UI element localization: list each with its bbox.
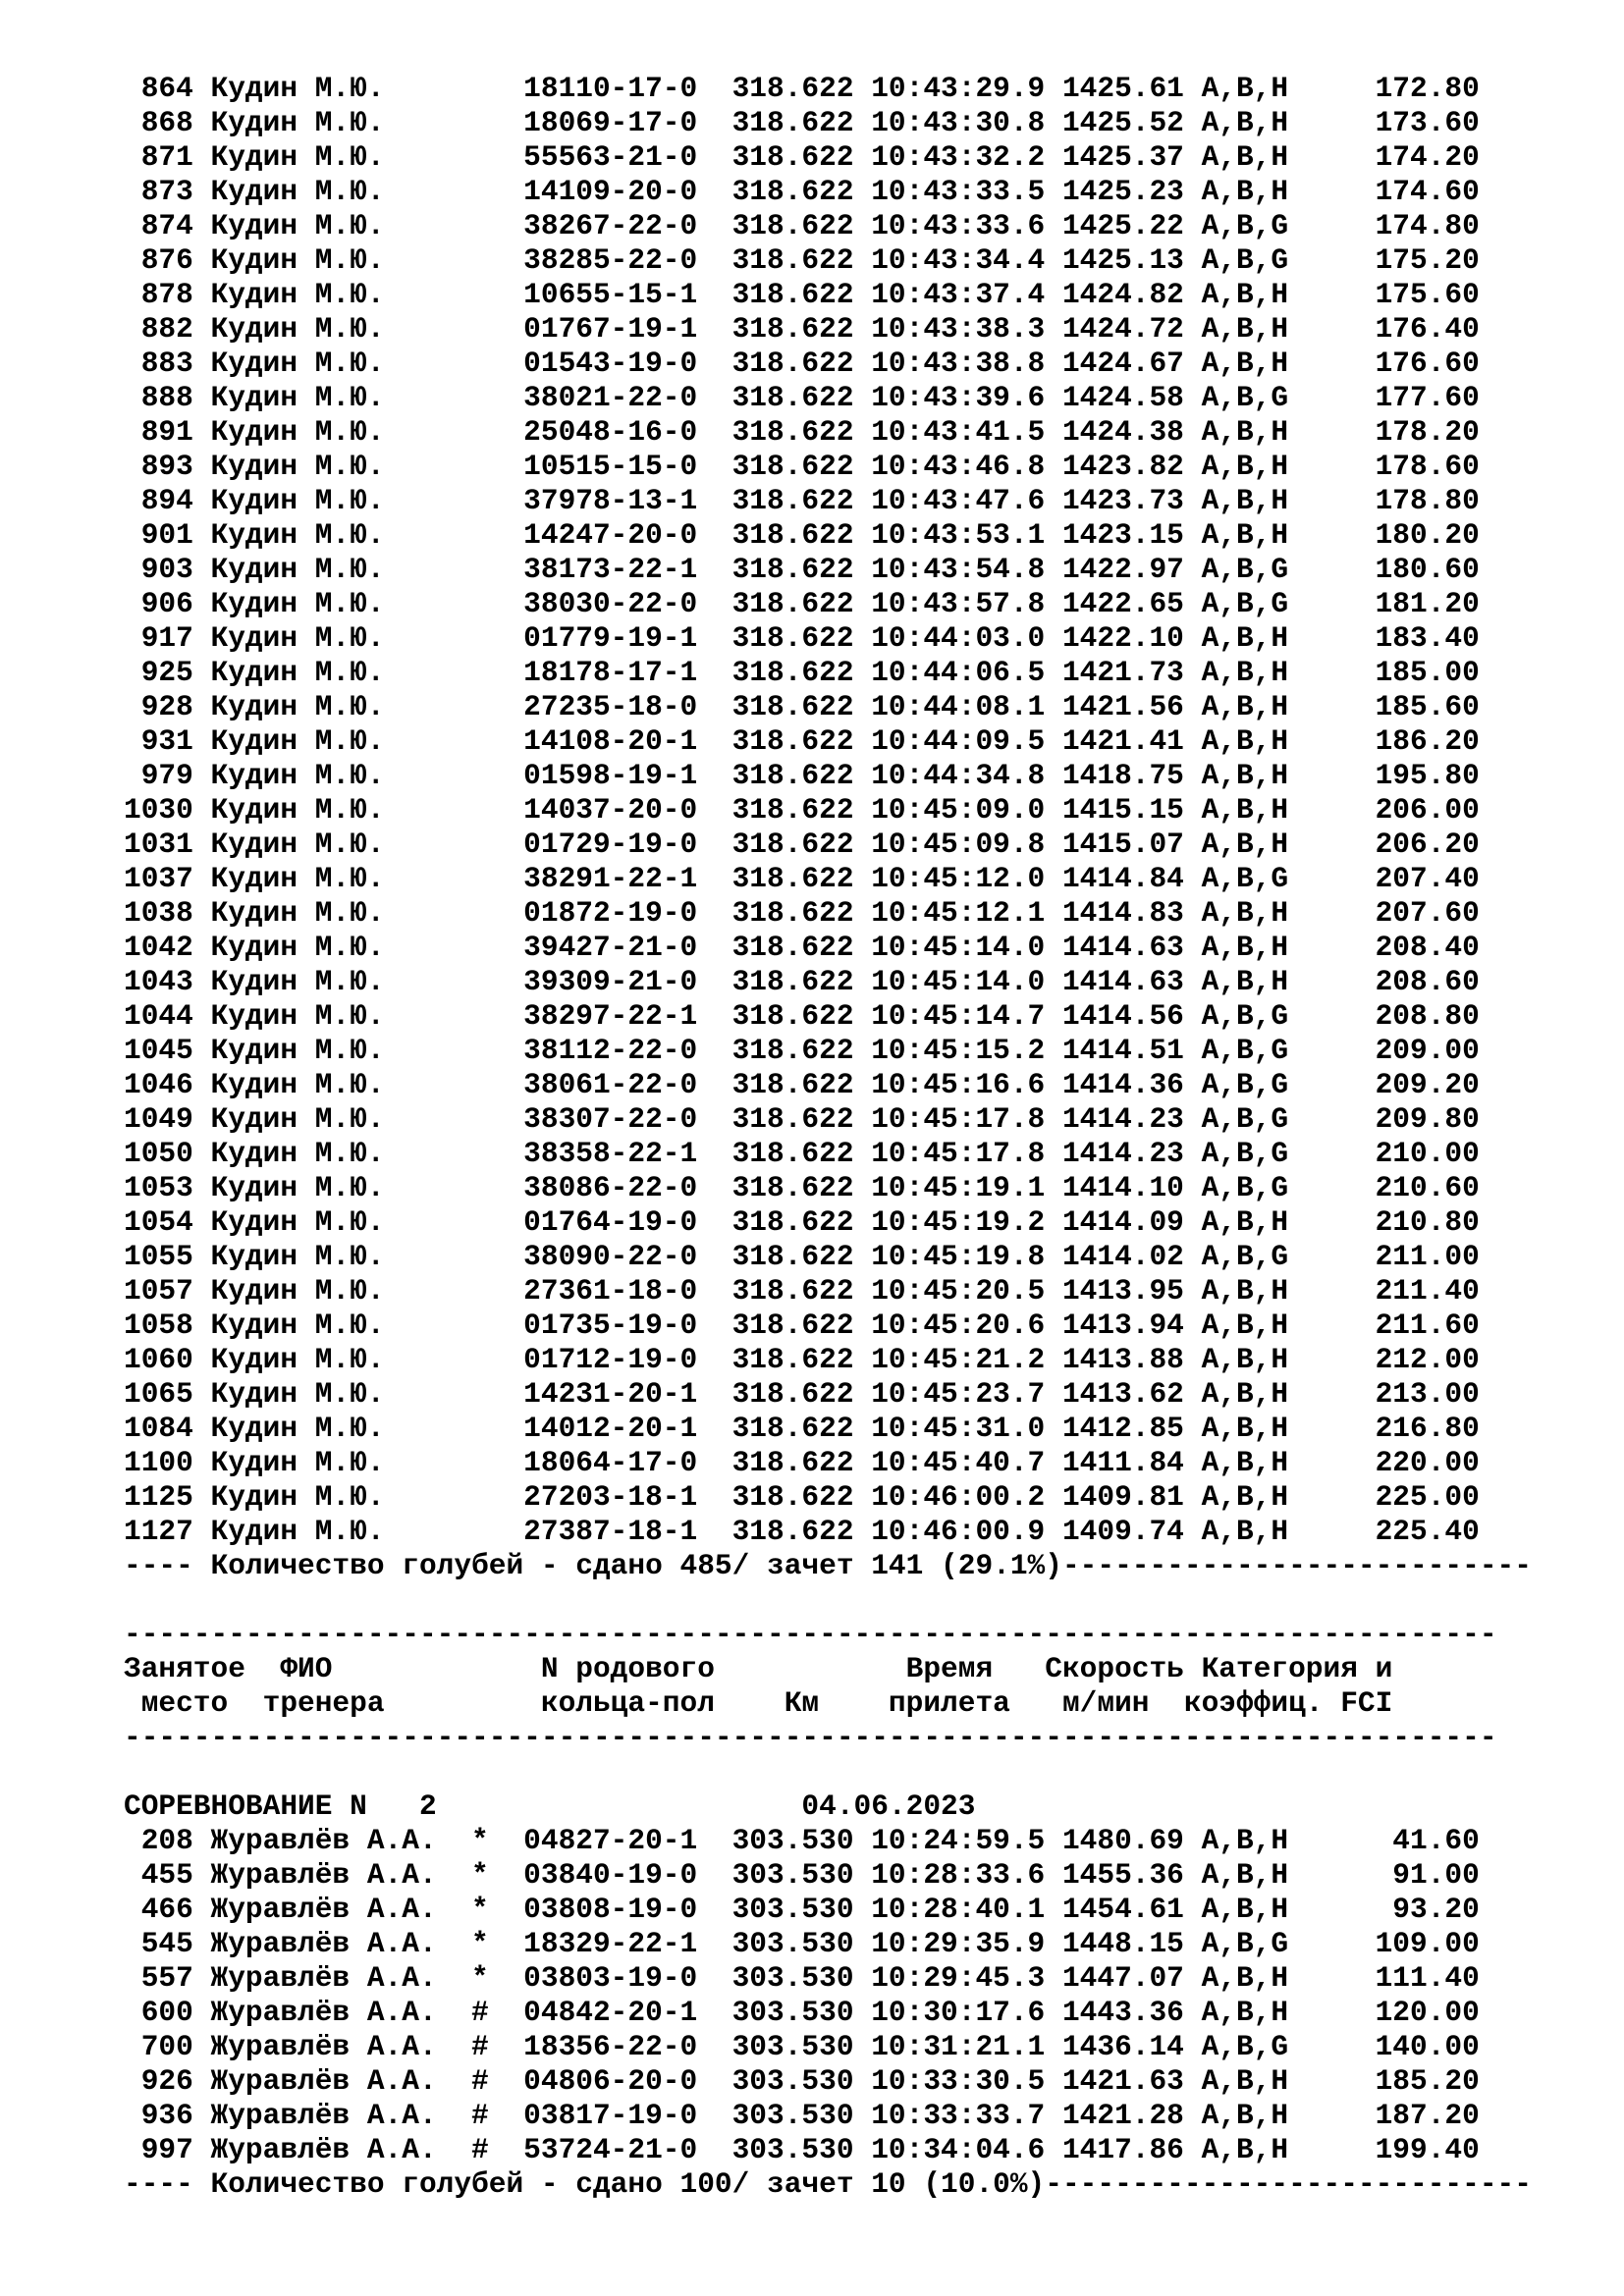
section-1-summary: ---- Количество голубей - сдано 485/ зачет 141 (29.1%)--------------------------- bbox=[124, 1549, 1532, 1582]
result-row: 882 Кудин М.Ю. 01767-19-1 318.622 10:43:38.3 1424.72 A,B,H 176.40 bbox=[124, 312, 1480, 346]
result-row: 208 Журавлёв А.А. * 04827-20-1 303.530 10:24:59.5 1480.69 A,B,H 41.60 bbox=[124, 1824, 1480, 1857]
result-row: 903 Кудин М.Ю. 38173-22-1 318.622 10:43:54.8 1422.97 A,B,G 180.60 bbox=[124, 553, 1480, 586]
results-section-1 bbox=[124, 72, 1532, 1549]
result-row: 906 Кудин М.Ю. 38030-22-0 318.622 10:43:57.8 1422.65 A,B,G 181.20 bbox=[124, 587, 1480, 620]
result-row: 466 Журавлёв А.А. * 03808-19-0 303.530 10:28:40.1 1454.61 A,B,H 93.20 bbox=[124, 1893, 1480, 1926]
result-row: 1057 Кудин М.Ю. 27361-18-0 318.622 10:45:20.5 1413.95 A,B,H 211.40 bbox=[124, 1274, 1480, 1308]
result-row: 871 Кудин М.Ю. 55563-21-0 318.622 10:43:32.2 1425.37 A,B,H 174.20 bbox=[124, 140, 1480, 174]
result-row: 925 Кудин М.Ю. 18178-17-1 318.622 10:44:06.5 1421.73 A,B,H 185.00 bbox=[124, 656, 1480, 689]
result-row: 917 Кудин М.Ю. 01779-19-1 318.622 10:44:03.0 1422.10 A,B,H 183.40 bbox=[124, 621, 1480, 655]
result-row: 874 Кудин М.Ю. 38267-22-0 318.622 10:43:33.6 1425.22 A,B,G 174.80 bbox=[124, 209, 1480, 242]
result-row: 1053 Кудин М.Ю. 38086-22-0 318.622 10:45:19.1 1414.10 A,B,G 210.60 bbox=[124, 1171, 1480, 1204]
result-row: 926 Журавлёв А.А. # 04806-20-0 303.530 10:33:30.5 1421.63 A,B,H 185.20 bbox=[124, 2064, 1480, 2098]
header-rule-top: ------------------------------------------------------------------------------- bbox=[124, 1618, 1497, 1651]
result-row: 901 Кудин М.Ю. 14247-20-0 318.622 10:43:53.1 1423.15 A,B,H 180.20 bbox=[124, 518, 1480, 552]
result-row: 1045 Кудин М.Ю. 38112-22-0 318.622 10:45:15.2 1414.51 A,B,G 209.00 bbox=[124, 1034, 1480, 1067]
result-row: 557 Журавлёв А.А. * 03803-19-0 303.530 10:29:45.3 1447.07 A,B,H 111.40 bbox=[124, 1961, 1480, 1995]
result-row: 1127 Кудин М.Ю. 27387-18-1 318.622 10:46:00.9 1409.74 A,B,H 225.40 bbox=[124, 1515, 1480, 1548]
result-row: 1084 Кудин М.Ю. 14012-20-1 318.622 10:45:31.0 1412.85 A,B,H 216.80 bbox=[124, 1412, 1480, 1445]
competition-title: СОРЕВНОВАНИЕ N 2 04.06.2023 bbox=[124, 1789, 976, 1823]
section-2-summary: ---- Количество голубей - сдано 100/ зачет 10 (10.0%)---------------------------- bbox=[124, 2167, 1532, 2201]
result-row: 936 Журавлёв А.А. # 03817-19-0 303.530 10:33:33.7 1421.28 A,B,H 187.20 bbox=[124, 2099, 1480, 2132]
result-row: 1054 Кудин М.Ю. 01764-19-0 318.622 10:45:19.2 1414.09 A,B,H 210.80 bbox=[124, 1205, 1480, 1239]
result-row: 928 Кудин М.Ю. 27235-18-0 318.622 10:44:08.1 1421.56 A,B,H 185.60 bbox=[124, 690, 1480, 723]
result-row: 1043 Кудин М.Ю. 39309-21-0 318.622 10:45:14.0 1414.63 A,B,H 208.60 bbox=[124, 965, 1480, 998]
result-row: 878 Кудин М.Ю. 10655-15-1 318.622 10:43:37.4 1424.82 A,B,H 175.60 bbox=[124, 278, 1480, 311]
result-row: 455 Журавлёв А.А. * 03840-19-0 303.530 10:28:33.6 1455.36 A,B,H 91.00 bbox=[124, 1858, 1480, 1892]
result-row: 1044 Кудин М.Ю. 38297-22-1 318.622 10:45:14.7 1414.56 A,B,G 208.80 bbox=[124, 999, 1480, 1033]
result-row: 1046 Кудин М.Ю. 38061-22-0 318.622 10:45:16.6 1414.36 A,B,G 209.20 bbox=[124, 1068, 1480, 1101]
result-row: 1065 Кудин М.Ю. 14231-20-1 318.622 10:45:23.7 1413.62 A,B,H 213.00 bbox=[124, 1377, 1480, 1411]
result-row: 700 Журавлёв А.А. # 18356-22-0 303.530 10:31:21.1 1436.14 A,B,G 140.00 bbox=[124, 2030, 1480, 2063]
results-section-2 bbox=[124, 1824, 1532, 2167]
result-row: 931 Кудин М.Ю. 14108-20-1 318.622 10:44:09.5 1421.41 A,B,H 186.20 bbox=[124, 724, 1480, 758]
result-row: 997 Журавлёв А.А. # 53724-21-0 303.530 10:34:04.6 1417.86 A,B,H 199.40 bbox=[124, 2133, 1480, 2166]
result-row: 893 Кудин М.Ю. 10515-15-0 318.622 10:43:46.8 1423.82 A,B,H 178.60 bbox=[124, 450, 1480, 483]
result-row: 1037 Кудин М.Ю. 38291-22-1 318.622 10:45:12.0 1414.84 A,B,G 207.40 bbox=[124, 862, 1480, 895]
result-row: 868 Кудин М.Ю. 18069-17-0 318.622 10:43:30.8 1425.52 A,B,H 173.60 bbox=[124, 106, 1480, 139]
result-row: 894 Кудин М.Ю. 37978-13-1 318.622 10:43:47.6 1423.73 A,B,H 178.80 bbox=[124, 484, 1480, 517]
header-rule-bottom: ------------------------------------------------------------------------------- bbox=[124, 1721, 1497, 1754]
result-row: 1060 Кудин М.Ю. 01712-19-0 318.622 10:45:21.2 1413.88 A,B,H 212.00 bbox=[124, 1343, 1480, 1376]
result-row: 1030 Кудин М.Ю. 14037-20-0 318.622 10:45:09.0 1415.15 A,B,H 206.00 bbox=[124, 793, 1480, 827]
result-row: 1100 Кудин М.Ю. 18064-17-0 318.622 10:45:40.7 1411.84 A,B,H 220.00 bbox=[124, 1446, 1480, 1479]
result-row: 1038 Кудин М.Ю. 01872-19-0 318.622 10:45:12.1 1414.83 A,B,H 207.60 bbox=[124, 896, 1480, 930]
result-row: 891 Кудин М.Ю. 25048-16-0 318.622 10:43:41.5 1424.38 A,B,H 178.20 bbox=[124, 415, 1480, 449]
result-row: 883 Кудин М.Ю. 01543-19-0 318.622 10:43:38.8 1424.67 A,B,H 176.60 bbox=[124, 347, 1480, 380]
blank-line bbox=[124, 1755, 1532, 1789]
result-row: 545 Журавлёв А.А. * 18329-22-1 303.530 10:29:35.9 1448.15 A,B,G 109.00 bbox=[124, 1927, 1480, 1960]
result-row: 888 Кудин М.Ю. 38021-22-0 318.622 10:43:39.6 1424.58 A,B,G 177.60 bbox=[124, 381, 1480, 414]
column-header-line-2: место тренера кольца-пол Км прилета м/мин коэффиц. FCI bbox=[124, 1686, 1393, 1720]
result-row: 873 Кудин М.Ю. 14109-20-0 318.622 10:43:33.5 1425.23 A,B,H 174.60 bbox=[124, 175, 1480, 208]
result-row: 979 Кудин М.Ю. 01598-19-1 318.622 10:44:34.8 1418.75 A,B,H 195.80 bbox=[124, 759, 1480, 792]
result-row: 864 Кудин М.Ю. 18110-17-0 318.622 10:43:29.9 1425.61 A,B,H 172.80 bbox=[124, 72, 1480, 105]
result-row: 1058 Кудин М.Ю. 01735-19-0 318.622 10:45:20.6 1413.94 A,B,H 211.60 bbox=[124, 1308, 1480, 1342]
column-header-line-1: Занятое ФИО N родового Время Скорость Категория и bbox=[124, 1652, 1393, 1685]
result-row: 1050 Кудин М.Ю. 38358-22-1 318.622 10:45:17.8 1414.23 A,B,G 210.00 bbox=[124, 1137, 1480, 1170]
blank-line bbox=[124, 1583, 1532, 1618]
result-row: 1031 Кудин М.Ю. 01729-19-0 318.622 10:45:09.8 1415.07 A,B,H 206.20 bbox=[124, 828, 1480, 861]
result-row: 1125 Кудин М.Ю. 27203-18-1 318.622 10:46:00.2 1409.81 A,B,H 225.00 bbox=[124, 1480, 1480, 1514]
result-row: 876 Кудин М.Ю. 38285-22-0 318.622 10:43:34.4 1425.13 A,B,G 175.20 bbox=[124, 243, 1480, 277]
result-row: 1049 Кудин М.Ю. 38307-22-0 318.622 10:45:17.8 1414.23 A,B,G 209.80 bbox=[124, 1102, 1480, 1136]
results-sheet bbox=[124, 72, 1532, 2202]
result-row: 1042 Кудин М.Ю. 39427-21-0 318.622 10:45:14.0 1414.63 A,B,H 208.40 bbox=[124, 931, 1480, 964]
result-row: 1055 Кудин М.Ю. 38090-22-0 318.622 10:45:19.8 1414.02 A,B,G 211.00 bbox=[124, 1240, 1480, 1273]
result-row: 600 Журавлёв А.А. # 04842-20-1 303.530 10:30:17.6 1443.36 A,B,H 120.00 bbox=[124, 1996, 1480, 2029]
